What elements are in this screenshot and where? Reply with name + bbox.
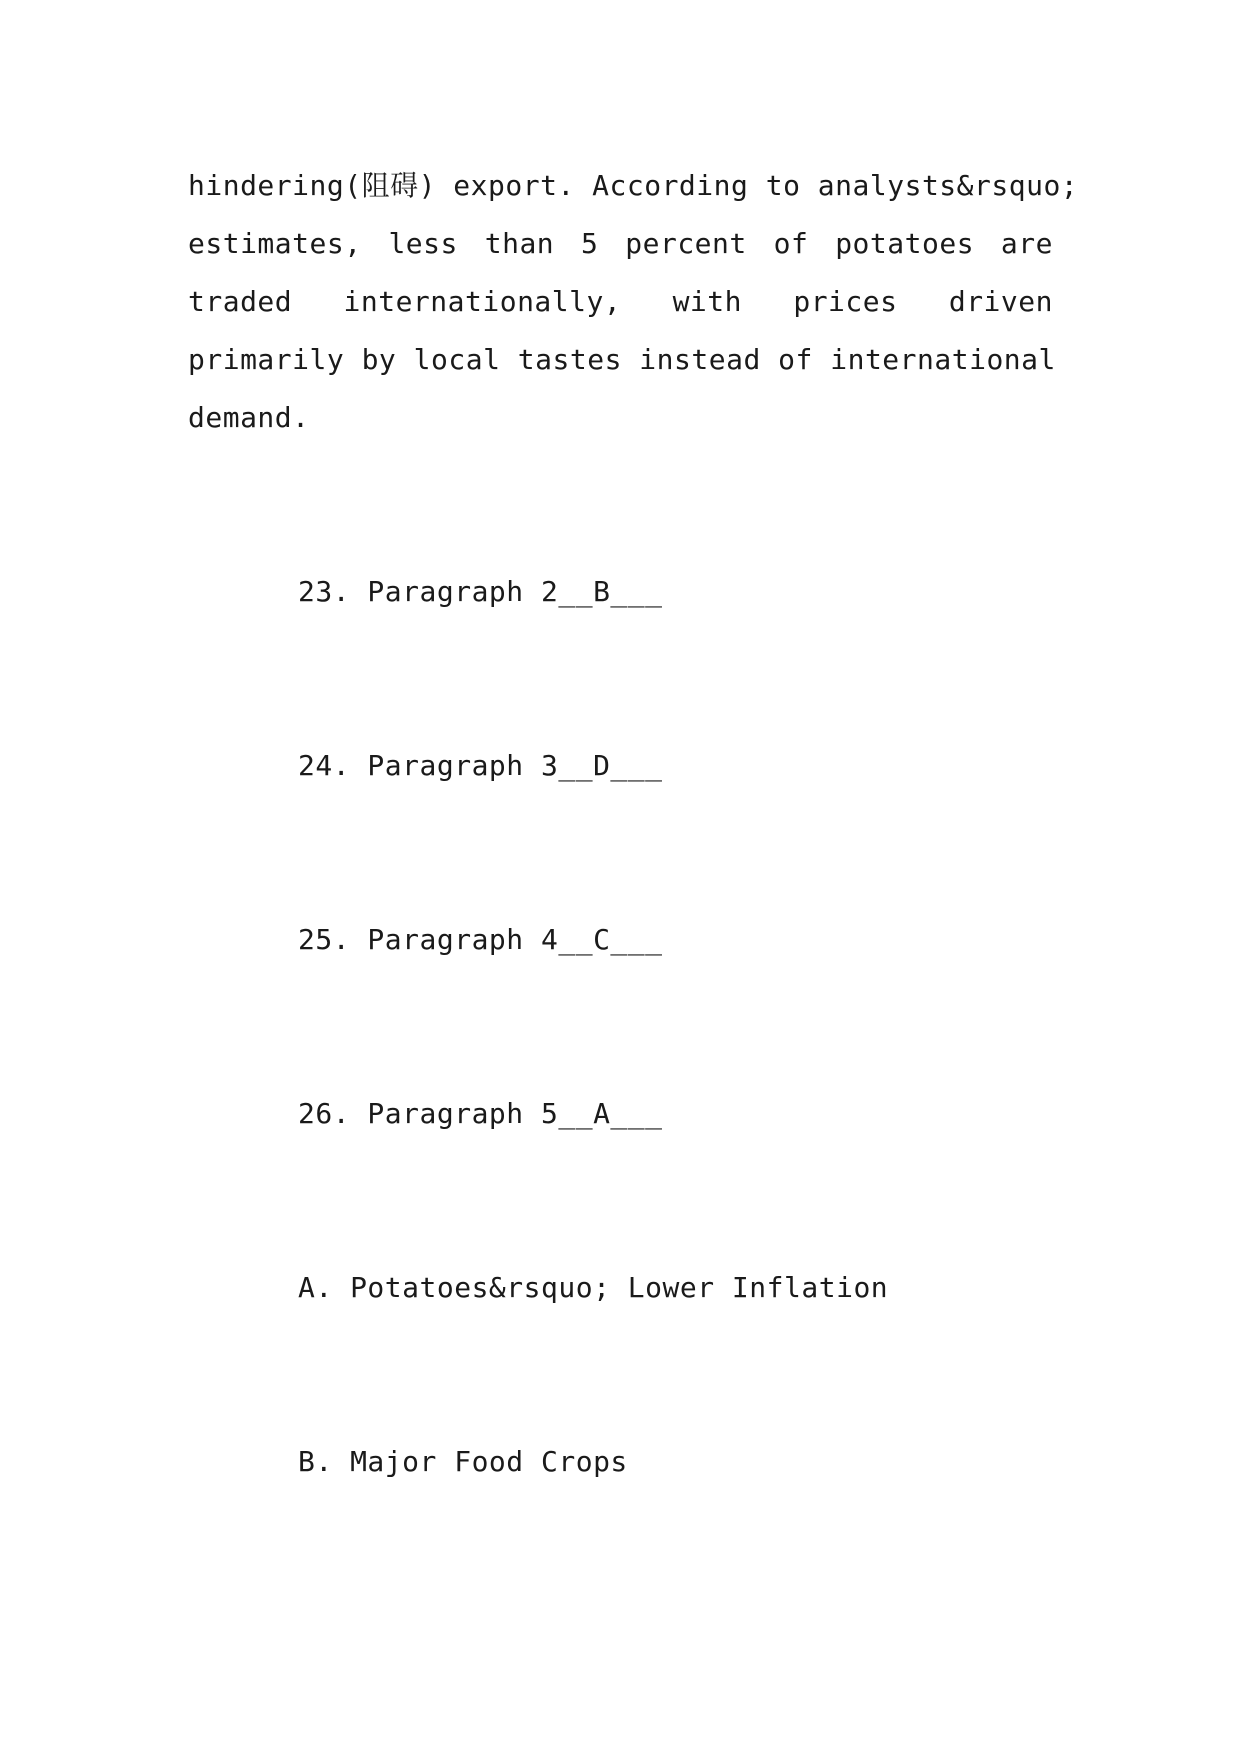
- question-24: 24. Paragraph 3__D___: [298, 749, 663, 782]
- word: are: [1000, 227, 1053, 260]
- question-26: 26. Paragraph 5__A___: [298, 1097, 663, 1130]
- passage-line: hindering(阻碍) export. According to analysts&rsquo;: [188, 169, 1079, 202]
- question-25: 25. Paragraph 4__C___: [298, 923, 663, 956]
- passage-line-justified: [188, 282, 1053, 322]
- word: percent: [625, 227, 747, 260]
- word: driven: [948, 285, 1053, 318]
- word: internationally,: [343, 285, 622, 318]
- option-b: B. Major Food Crops: [298, 1445, 628, 1478]
- word: of: [773, 227, 809, 260]
- word: 5: [581, 227, 599, 260]
- word: than: [484, 227, 555, 260]
- option-a: A. Potatoes&rsquo; Lower Inflation: [298, 1271, 889, 1304]
- passage-line: primarily by local tastes instead of international: [188, 343, 1056, 376]
- word: prices: [793, 285, 898, 318]
- word: traded: [188, 285, 293, 318]
- passage-line-justified: [188, 224, 1053, 264]
- word: potatoes: [835, 227, 975, 260]
- word: estimates,: [188, 227, 362, 260]
- question-23: 23. Paragraph 2__B___: [298, 575, 663, 608]
- word: less: [388, 227, 458, 260]
- word: with: [672, 285, 742, 318]
- passage-line: demand.: [188, 401, 310, 434]
